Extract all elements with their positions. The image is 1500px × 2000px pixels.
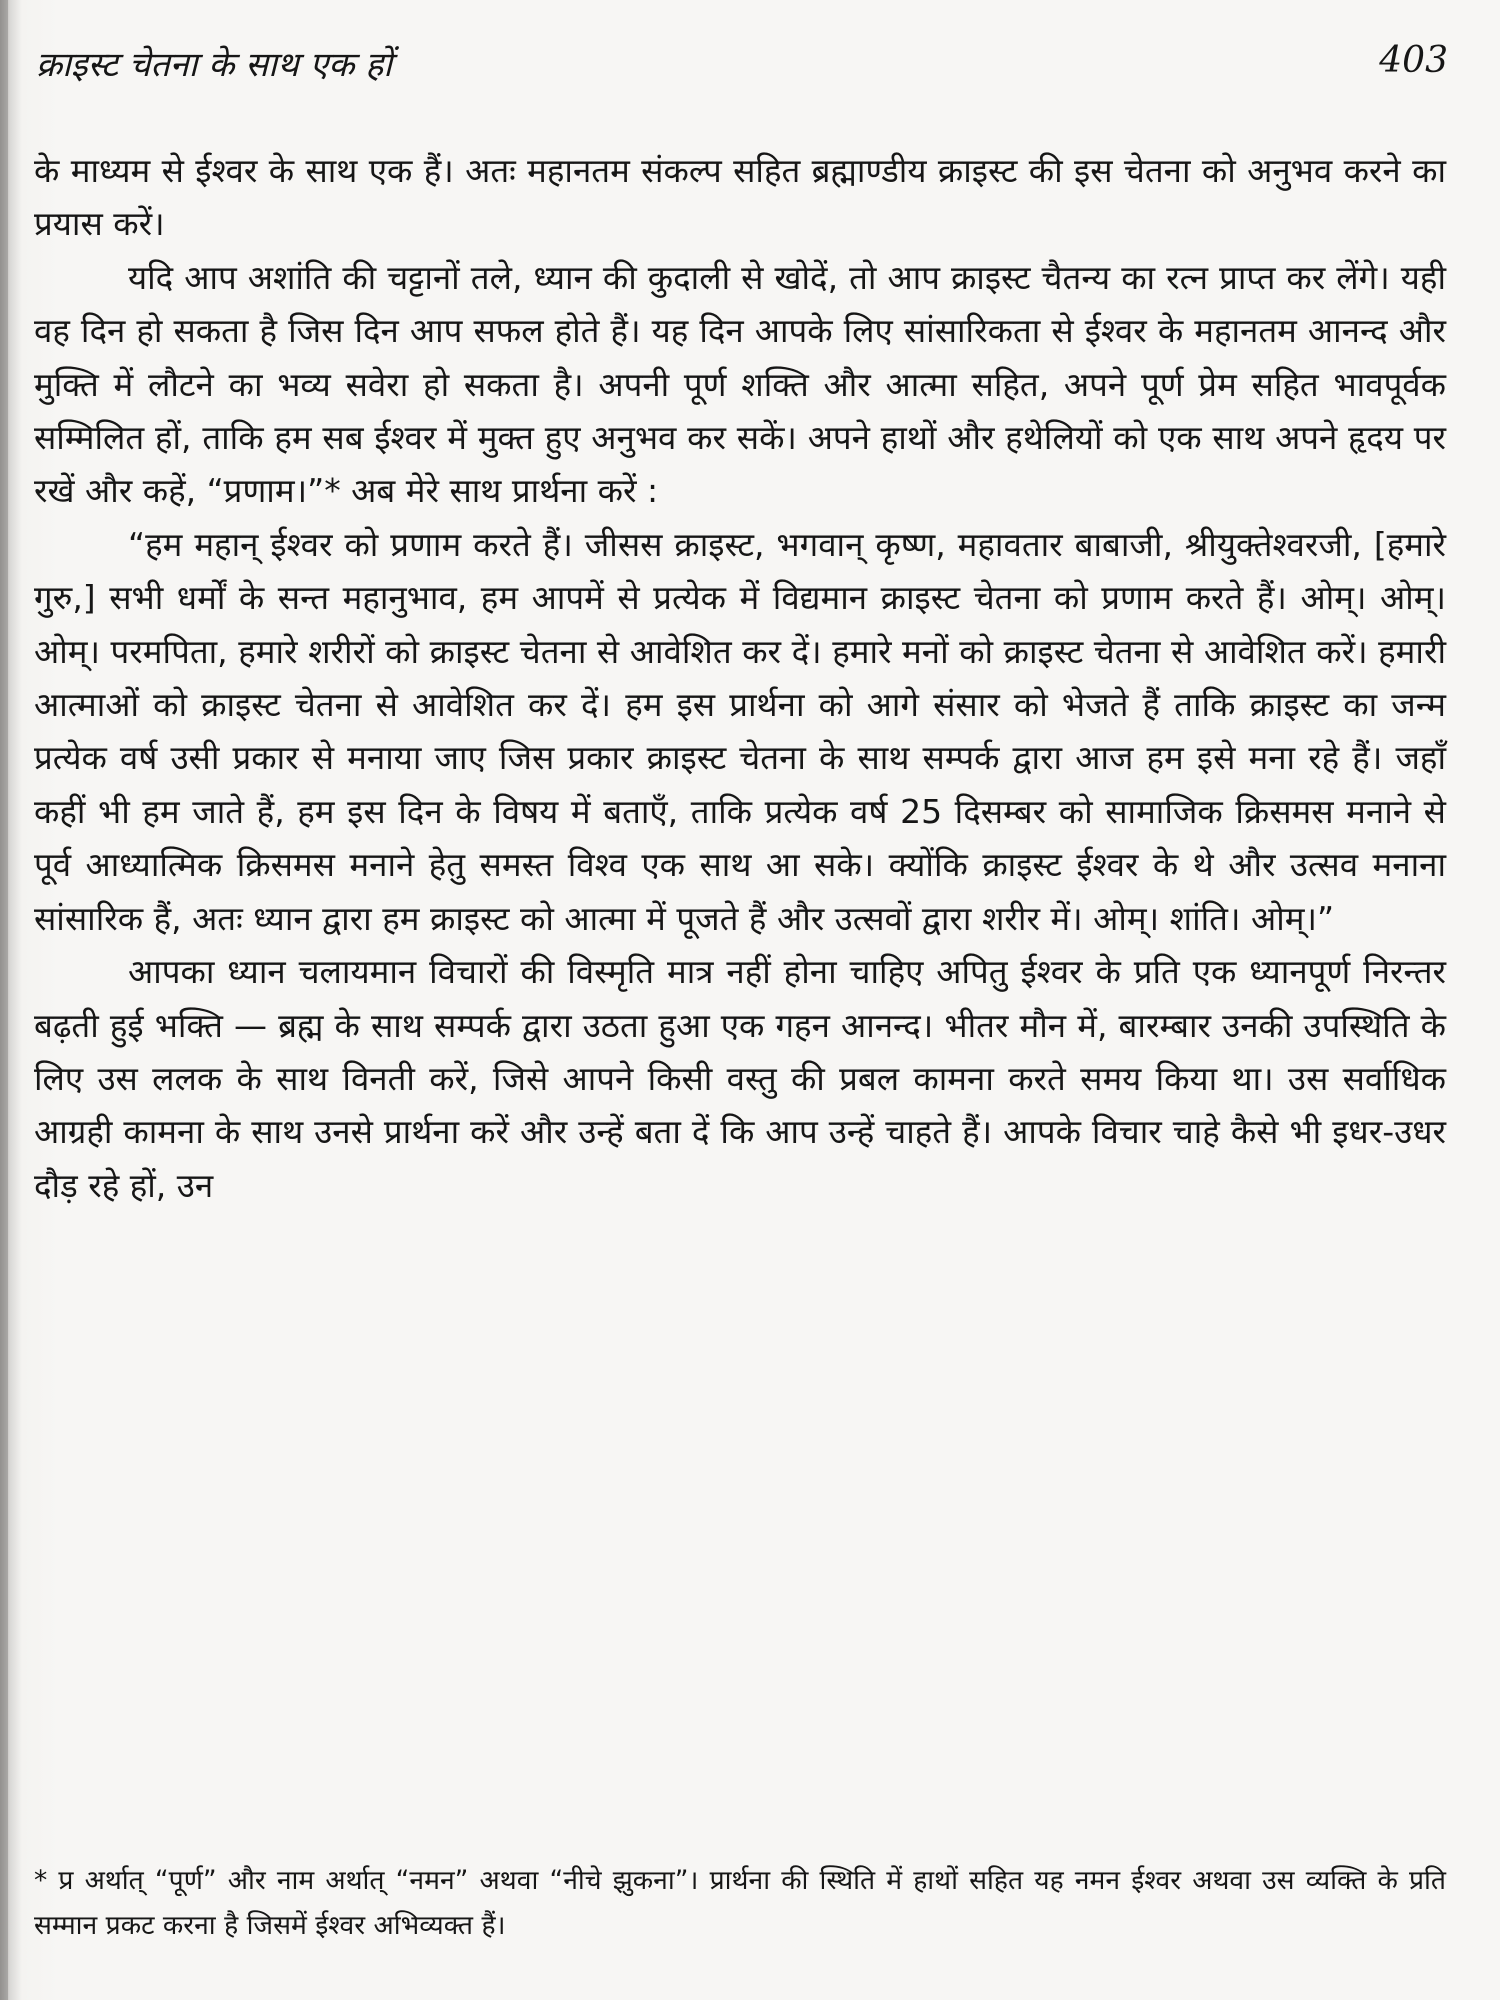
page-number: 403 — [1379, 40, 1448, 81]
page-gutter-shadow — [0, 0, 8, 2000]
prayer-paragraph: “हम महान् ईश्वर को प्रणाम करते हैं। जीसस क्राइस्ट, भगवान् कृष्ण, महावतार बाबाजी, श्रीयुक्तेश्वरजी, [हमारे गुरु,] सभी धर्मों के सन्त महानुभाव, हम आपमें से प्रत्येक में विद्यमान क्राइस्ट चेतना को प्रणाम करते हैं। ओम्। ओम्। ओम्। परमपिता, हमारे शरीरों को क्राइस्ट चेतना से आवेशित कर दें। हमारे मनों को क्राइस्ट चेतना से आवेशित करें। हमारी आत्माओं को क्राइस्ट चेतना से आवेशित कर दें। हम इस प्रार्थना को आगे संसार को भेजते हैं ताकि क्राइस्ट का जन्म प्रत्येक वर्ष उसी प्रकार से मनाया जाए जिस प्रकार क्राइस्ट चेतना के साथ सम्पर्क द्वारा आज हम इसे मना रहे हैं। जहाँ कहीं भी हम जाते हैं, हम इस दिन के विषय में बताएँ, ताकि प्रत्येक वर्ष 25 दिसम्बर को सामाजिक क्रिसमस मनाने से पूर्व आध्यात्मिक क्रिसमस मनाने हेतु समस्त विश्व एक साथ आ सके। क्योंकि क्राइस्ट ईश्वर के थे और उत्सव मनाना सांसारिक हैं, अतः ध्यान द्वारा हम क्राइस्ट को आत्मा में पूजते हैं और उत्सवों द्वारा शरीर में। ओम्। शांति। ओम्।” — [34, 524, 1446, 938]
running-title: क्राइस्ट चेतना के साथ एक हों — [36, 45, 393, 85]
footnote-text: * प्र अर्थात् “पूर्ण” और नाम अर्थात् “नमन” अथवा “नीचे झुकना”। प्रार्थना की स्थिति में हाथों सहित यह नमन ईश्वर अथवा उस व्यक्ति के प्रति सम्मान प्रकट करना है जिसमें ईश्वर अभिव्यक्त हैं। — [34, 1865, 1446, 1941]
running-header — [36, 40, 1448, 96]
paragraph-continued: के माध्यम से ईश्वर के साथ एक हैं। अतः महानतम संकल्प सहित ब्रह्माण्डीय क्राइस्ट की इस चेतना को अनुभव करने का प्रयास करें। — [34, 151, 1446, 244]
paragraph: आपका ध्यान चलायमान विचारों की विस्मृति मात्र नहीं होना चाहिए अपितु ईश्वर के प्रति एक ध्यानपूर्ण निरन्तर बढ़ती हुई भक्ति — ब्रह्म के साथ सम्पर्क द्वारा उठता हुआ एक गहन आनन्द। भीतर मौन में, बारम्बार उनकी उपस्थिति के लिए उस ललक के साथ विनती करें, जिसे आपने किसी वस्तु की प्रबल कामना करते समय किया था। उस सर्वाधिक आग्रही कामना के साथ उनसे प्रार्थना करें और उन्हें बता दें कि आप उन्हें चाहते हैं। आपके विचार चाहे कैसे भी इधर-उधर दौड़ रहे हों, उन — [34, 952, 1446, 1205]
body-text — [34, 144, 1446, 1212]
footnote — [34, 1858, 1446, 1948]
paragraph: यदि आप अशांति की चट्टानों तले, ध्यान की कुदाली से खोदें, तो आप क्राइस्ट चैतन्य का रत्न प्राप्त कर लेंगे। यही वह दिन हो सकता है जिस दिन आप सफल होते हैं। यह दिन आपके लिए सांसारिकता से ईश्वर के महानतम आनन्द और मुक्ति में लौटने का भव्य सवेरा हो सकता है। अपनी पूर्ण शक्ति और आत्मा सहित, अपने पूर्ण प्रेम सहित भावपूर्वक सम्मिलित हों, ताकि हम सब ईश्वर में मुक्त हुए अनुभव कर सकें। अपने हाथों और हथेलियों को एक साथ अपने हृदय पर रखें और कहें, “प्रणाम।”* अब मेरे साथ प्रार्थना करें : — [34, 257, 1446, 511]
